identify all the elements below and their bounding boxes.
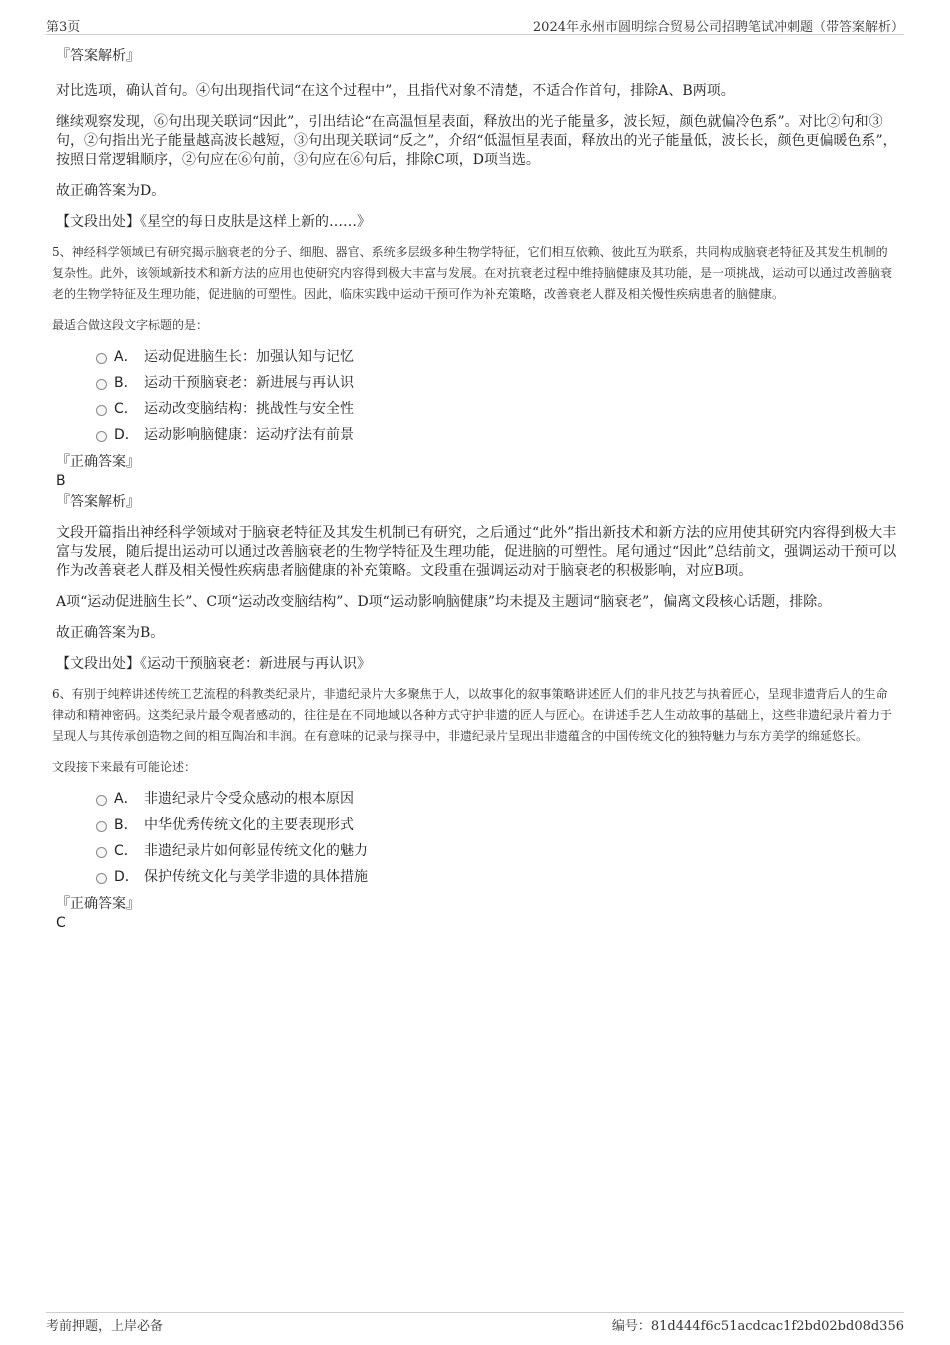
radio-button[interactable] xyxy=(96,847,107,858)
radio-button[interactable] xyxy=(96,431,107,442)
correct-answer: B xyxy=(56,473,66,489)
radio-button[interactable] xyxy=(96,353,107,364)
page-number: 第3页 xyxy=(46,20,81,35)
option-letter: B． xyxy=(114,375,138,391)
analysis-label: 『答案解析』 xyxy=(56,48,140,64)
radio-button[interactable] xyxy=(96,795,107,806)
option-a[interactable] xyxy=(94,344,898,370)
analysis-conclusion: 故正确答案为B。 xyxy=(56,625,165,641)
option-text: 运动干预脑衰老：新进展与再认识 xyxy=(144,375,354,391)
radio-button[interactable] xyxy=(96,873,107,884)
option-letter: A． xyxy=(114,791,138,807)
option-letter: D． xyxy=(114,427,139,443)
option-b[interactable] xyxy=(94,370,898,396)
correct-answer: C xyxy=(56,915,66,931)
document-title: 2024年永州市圆明综合贸易公司招聘笔试冲刺题（带答案解析） xyxy=(532,20,904,35)
analysis-paragraph: 对比选项，确认首句。④句出现指代词“在这个过程中”，且指代对象不清楚，不适合作首句，排除A、B两项。 xyxy=(56,83,735,99)
passage-source: 【文段出处】《星空的每日皮肤是这样上新的……》 xyxy=(56,214,371,230)
analysis-paragraph: 继续观察发现，⑥句出现关联词“因此”，引出结论“在高温恒星表面，释放出的光子能量多，波长短，颜色就偏冷色系”。对比②句和③句，②句指出光子能量越高波长越短，③句出现关联词“反之”，介绍“低温恒星表面，释放出的光子能量低，波长长，颜色更偏暖色系”，按照日常逻辑顺序，②句应在⑥句前，③句应在⑥句后，排除C项，D项当选。 xyxy=(56,114,897,168)
analysis-paragraph: A项“运动促进脑生长”、C项“运动改变脑结构”、D项“运动影响脑健康”均未提及主题词“脑衰老”，偏离文段核心话题，排除。 xyxy=(56,594,832,610)
option-list xyxy=(94,786,898,890)
option-c[interactable] xyxy=(94,838,898,864)
analysis-paragraph: 文段开篇指出神经科学领域对于脑衰老特征及其发生机制已有研究，之后通过“此外”指出新技术和新方法的应用使其研究内容得到极大丰富与发展，随后提出运动可以通过改善脑衰老的生物学特征及生理功能，促进脑的可塑性。尾句通过“因此”总结前文，强调运动干预可以作为改善衰老人群及相关慢性疾病患者脑健康的补充策略。文段重在强调运动对于脑衰老的积极影响，对应B项。 xyxy=(56,525,897,579)
option-list xyxy=(94,344,898,448)
option-text: 非遗纪录片令受众感动的根本原因 xyxy=(144,791,354,807)
option-letter: A． xyxy=(114,349,138,365)
correct-answer-label: 『正确答案』 xyxy=(56,454,140,470)
radio-button[interactable] xyxy=(96,405,107,416)
option-text: 运动影响脑健康：运动疗法有前景 xyxy=(144,427,354,443)
page-footer xyxy=(46,1312,904,1333)
radio-button[interactable] xyxy=(96,379,107,390)
option-d[interactable] xyxy=(94,422,898,448)
correct-answer-label: 『正确答案』 xyxy=(56,896,140,912)
question-prompt: 文段接下来最有可能论述： xyxy=(52,760,197,774)
option-letter: B． xyxy=(114,817,138,833)
option-letter: D． xyxy=(114,869,139,885)
option-a[interactable] xyxy=(94,786,898,812)
page-header xyxy=(46,14,904,35)
page-content xyxy=(52,40,898,932)
question-passage: 6、有别于纯粹讲述传统工艺流程的科教类纪录片，非遗纪录片大多聚焦于人，以故事化的叙事策略讲述匠人们的非凡技艺与执着匠心，呈现非遗背后人的生命律动和精神密码。这类纪录片最令观者感动的，往往是在不同地域以各种方式守护非遗的匠人与匠心。在讲述手艺人生动故事的基础上，这些非遗纪录片着力于呈现人与其传承创造物之间的相互陶冶和丰润。在有意味的记录与探寻中，非遗纪录片呈现出非遗蕴含的中国传统文化的独特魅力与东方美学的绵延悠长。 xyxy=(52,687,893,743)
option-d[interactable] xyxy=(94,864,898,890)
option-c[interactable] xyxy=(94,396,898,422)
option-text: 非遗纪录片如何彰显传统文化的魅力 xyxy=(144,843,368,859)
option-letter: C． xyxy=(114,401,138,417)
analysis-label: 『答案解析』 xyxy=(56,494,140,510)
option-text: 保护传统文化与美学非遗的具体措施 xyxy=(144,869,368,885)
option-text: 运动促进脑生长：加强认知与记忆 xyxy=(144,349,354,365)
analysis-conclusion: 故正确答案为D。 xyxy=(56,183,166,199)
option-text: 中华优秀传统文化的主要表现形式 xyxy=(144,817,354,833)
question-passage: 5、神经科学领域已有研究揭示脑衰老的分子、细胞、器官、系统多层级多种生物学特征，它们相互依赖、彼此互为联系，共同构成脑衰老特征及其发生机制的复杂性。此外，该领域新技术和新方法的应用也使研究内容得到极大丰富与发展。在对抗衰老过程中维持脑健康及其功能，是一项挑战，运动可以通过改善脑衰老的生物学特征及生理功能，促进脑的可塑性。因此，临床实践中运动干预可作为补充策略，改善衰老人群及相关慢性疾病患者的脑健康。 xyxy=(52,245,893,301)
option-text: 运动改变脑结构：挑战性与安全性 xyxy=(144,401,354,417)
passage-source: 【文段出处】《运动干预脑衰老：新进展与再认识》 xyxy=(56,656,371,672)
question-prompt: 最适合做这段文字标题的是： xyxy=(52,318,209,332)
document-serial-number: 编号：81d444f6c51acdcac1f2bd02bd08d356 xyxy=(611,1319,904,1334)
option-b[interactable] xyxy=(94,812,898,838)
footer-slogan: 考前押题，上岸必备 xyxy=(46,1319,164,1334)
radio-button[interactable] xyxy=(96,821,107,832)
option-letter: C． xyxy=(114,843,138,859)
